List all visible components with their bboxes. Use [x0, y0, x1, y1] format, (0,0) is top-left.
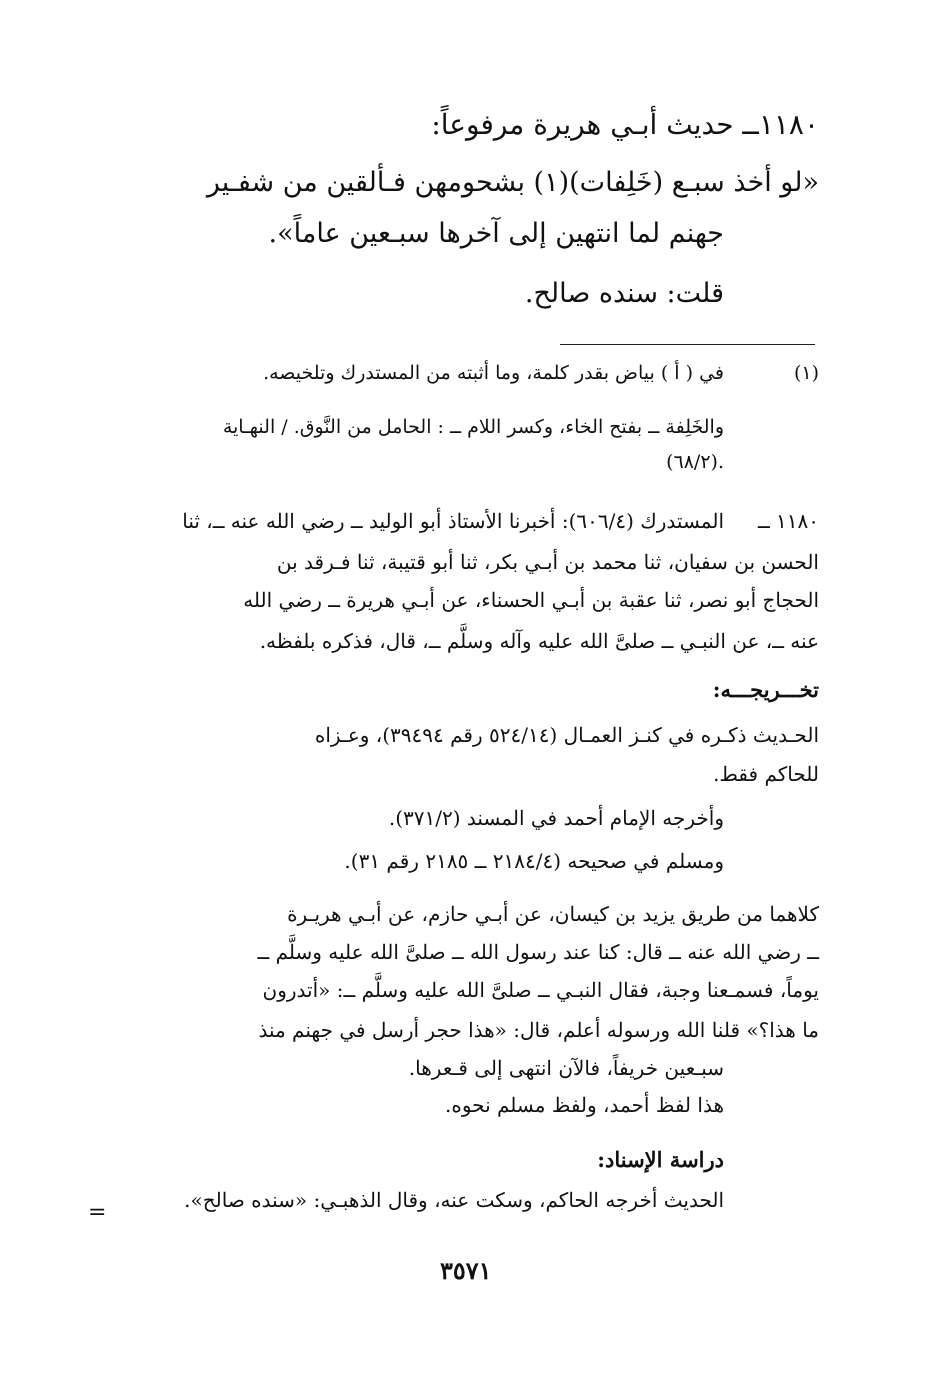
footnote-line-3: (٦٨/٢). — [666, 451, 724, 473]
takhrij-line-1: الحـديث ذكـره في كنـز العمـال (٥٢٤/١٤ رقم ٣٩٤٩٤)، وعـزاه — [314, 723, 819, 747]
takhrij-para-line-6: هذا لفظ أحمد، ولفظ مسلم نحوه. — [444, 1093, 724, 1117]
takhrij-line-4: ومسلم في صحيحه (٢١٨٤/٤ ــ ٢١٨٥ رقم ٣١). — [344, 849, 724, 873]
page-number: ٣٥٧١ — [440, 1256, 492, 1285]
footnote-line-2: والخَلِفة ــ بفتح الخاء، وكسر اللام ــ : الحامل من النَّوق. / النهـاية — [222, 416, 724, 438]
footnote-line-1: في ( أ ) بياض بقدر كلمة، وما أثبته من المستدرك وتلخيصه. — [263, 362, 724, 384]
hadith-heading: ١١٨٠ــ حديث أبـي هريرة مرفوعاً: — [431, 108, 819, 141]
isnad-line-1: الحديث أخرجه الحاكم، وسكت عنه، وقال الذهبـي: «سنده صالح». — [184, 1188, 724, 1212]
source-line-1: المستدرك (٦٠٦/٤): أخبرنا الأستاذ أبو الوليد ــ رضي الله عنه ــ، ثنا — [182, 509, 724, 533]
takhrij-para-line-2: ــ رضي الله عنه ــ قال: كنا عند رسول الله ــ صلىَّ الله عليه وسلَّم ــ — [257, 940, 819, 964]
hadith-text-line-2: جهنم لما انتهين إلى آخرها سبـعين عاماً». — [268, 218, 724, 249]
takhrij-para-line-5: سبـعين خريفاً، فالآن انتهى إلى قـعرها. — [408, 1056, 724, 1080]
takhrij-para-line-1: كلاهما من طريق يزيد بن كيسان، عن أبـي حازم، عن أبـي هريـرة — [287, 902, 819, 926]
footnote-separator — [560, 344, 815, 345]
footnote-marker: (١) — [793, 362, 819, 384]
hadith-verdict: قلت: سنده صالح. — [524, 278, 724, 309]
takhrij-heading: تخـــريجـــه: — [712, 677, 819, 702]
takhrij-line-2: للحاكم فقط. — [713, 762, 819, 786]
takhrij-para-line-4: ما هذا؟» قلنا الله ورسوله أعلم، قال: «هذا حجر أرسل في جهنم منذ — [258, 1018, 819, 1042]
hadith-text-line-1: «لو أخذ سبـع (خَلِفات)(١) بشحومهن فـألقين من شفـير — [206, 167, 819, 198]
source-line-4: عنه ــ، عن النبـي ــ صلىَّ الله عليه وآله وسلَّم ــ، قال، فذكره بلفظه. — [259, 629, 819, 653]
takhrij-line-3: وأخرجه الإمام أحمد في المسند (٣٧١/٢). — [388, 806, 724, 830]
continuation-mark: = — [88, 1200, 107, 1225]
source-line-2: الحسن بن سفيان، ثنا محمد بن أبـي بكر، ثنا أبو قتيبة، ثنا فـرقد بن — [276, 550, 819, 574]
takhrij-para-line-3: يوماً، فسمـعنا وجبة، فقال النبـي ــ صلىَّ الله عليه وسلَّم ــ: «أتدرون — [262, 978, 819, 1002]
source-marker: ١١٨٠ ــ — [757, 509, 819, 533]
isnad-heading: دراسة الإسناد: — [597, 1147, 724, 1172]
source-line-3: الحجاج أبو نصر، ثنا عقبة بن أبـي الحسناء، عن أبـي هريرة ــ رضي الله — [243, 588, 819, 612]
